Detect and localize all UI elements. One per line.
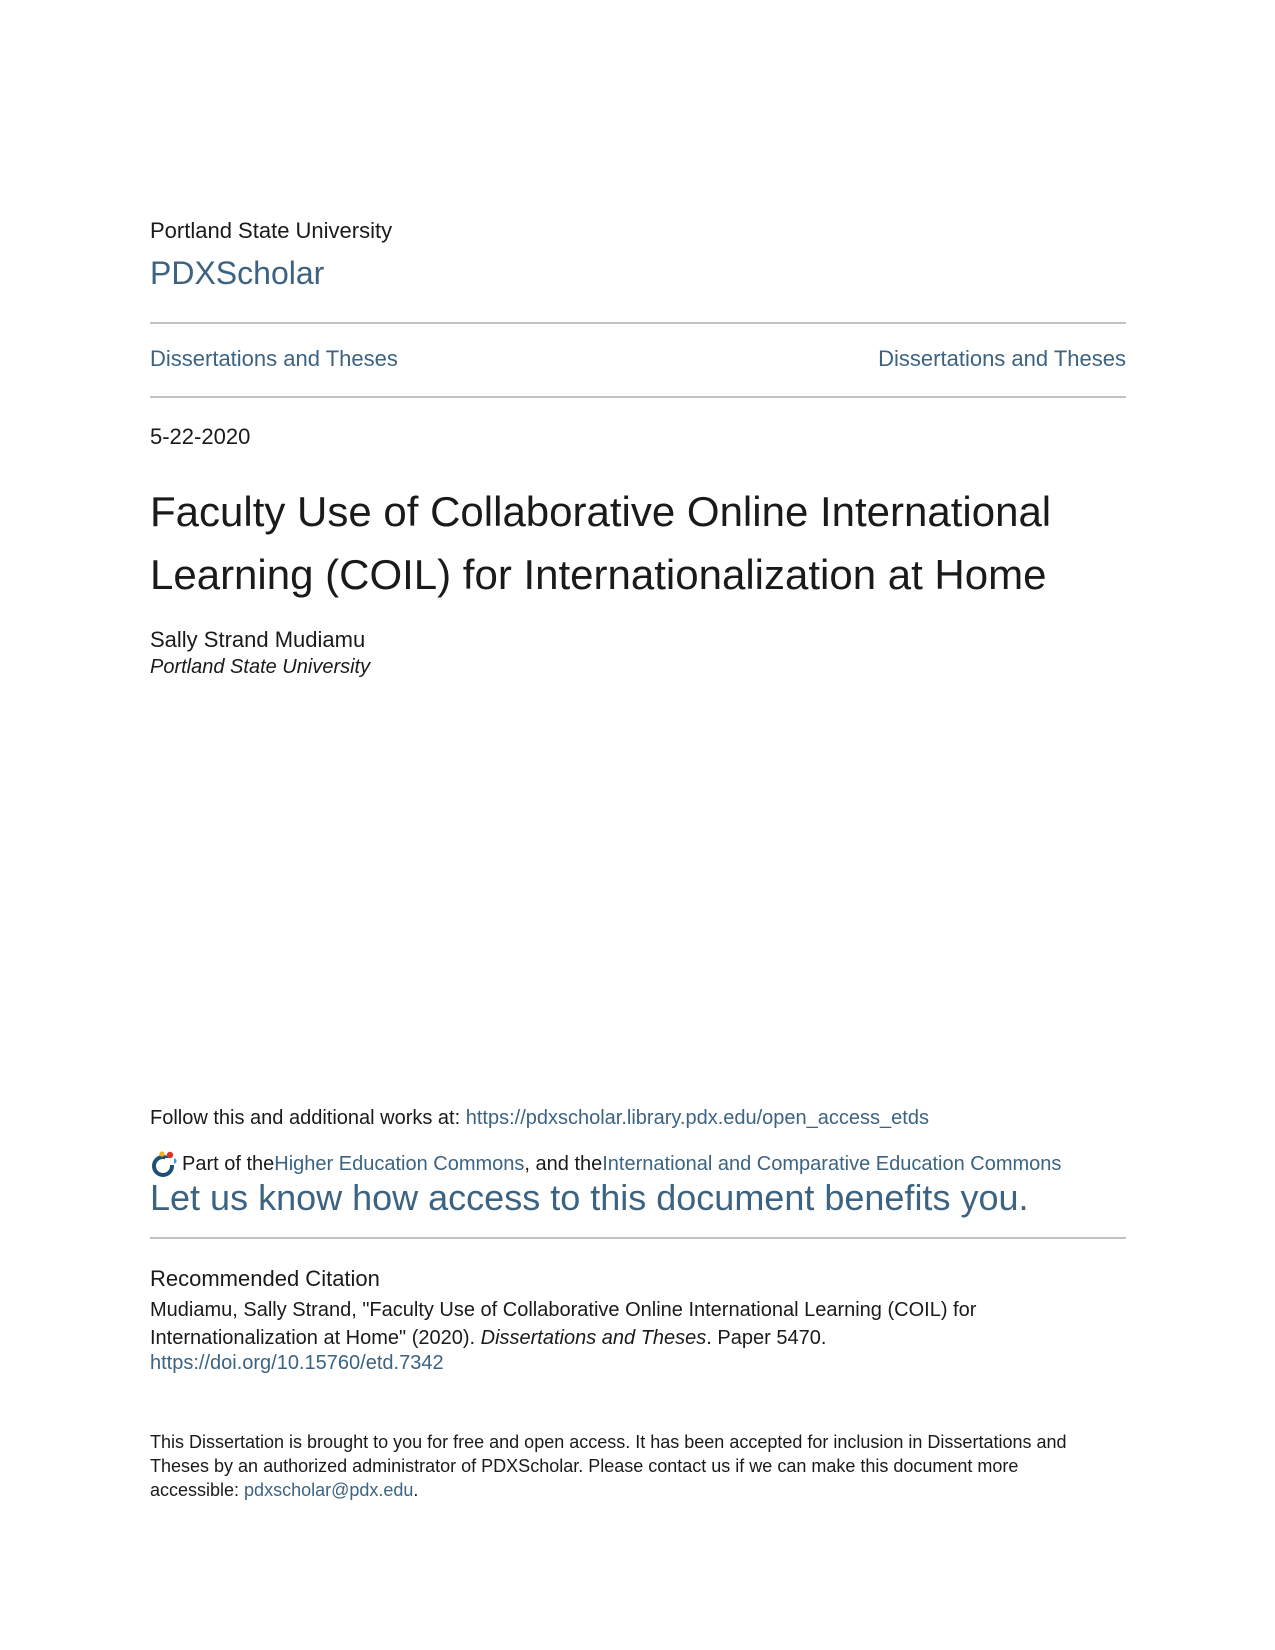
access-statement [150,1430,1110,1502]
part-of-middle: , and the [524,1152,603,1175]
author-affiliation: Portland State University [150,656,371,678]
publication-date: 5-22-2020 [150,424,251,449]
citation-text [150,1296,1080,1352]
divider-citation [150,1237,1126,1239]
cover-page [150,0,1126,1650]
feedback-link[interactable]: Let us know how access to this document benefits you. [150,1177,1029,1218]
divider-collections [150,396,1126,398]
document-title: Faculty Use of Collaborative Online International Learning (COIL) for Internationalization at Home [150,488,1052,598]
collection-link-right[interactable]: Dissertations and Theses [878,346,1126,371]
access-statement-end: . [413,1480,419,1500]
follow-line [150,1107,929,1130]
commons-network-icon [150,1150,178,1178]
citation-text-part1: Mudiamu, Sally Strand, "Faculty Use of Collaborative Online International Learning (COIL) for Internationalization at Home" (2020). [150,1299,977,1349]
author-name: Sally Strand Mudiamu [150,627,366,652]
citation-heading: Recommended Citation [150,1266,380,1291]
citation-doi-link[interactable]: https://doi.org/10.15760/etd.7342 [150,1352,444,1374]
citation-series: Dissertations and Theses [480,1327,707,1349]
higher-education-commons-link[interactable]: Higher Education Commons [274,1152,525,1175]
follow-url-link[interactable]: https://pdxscholar.library.pdx.edu/open_access_etds [465,1107,929,1129]
part-of-prefix: Part of the [182,1152,275,1175]
international-comparative-education-commons-link[interactable]: International and Comparative Education Commons [602,1152,1062,1175]
contact-email-link[interactable]: pdxscholar@pdx.edu [244,1480,414,1500]
institution-name: Portland State University [150,218,393,243]
part-of-line [150,1150,1061,1178]
access-statement-text: This Dissertation is brought to you for free and open access. It has been accepted for inclusion in Dissertations and Theses by an authorized administrator of PDXScholar. Please contact us if we can make this document more accessible: [150,1432,1067,1500]
collection-link-left[interactable]: Dissertations and Theses [150,346,398,371]
citation-text-part2: . Paper 5470. [706,1327,827,1349]
divider-top [150,322,1126,324]
repository-link[interactable]: PDXScholar [150,255,325,291]
follow-prefix: Follow this and additional works at: [150,1107,466,1129]
